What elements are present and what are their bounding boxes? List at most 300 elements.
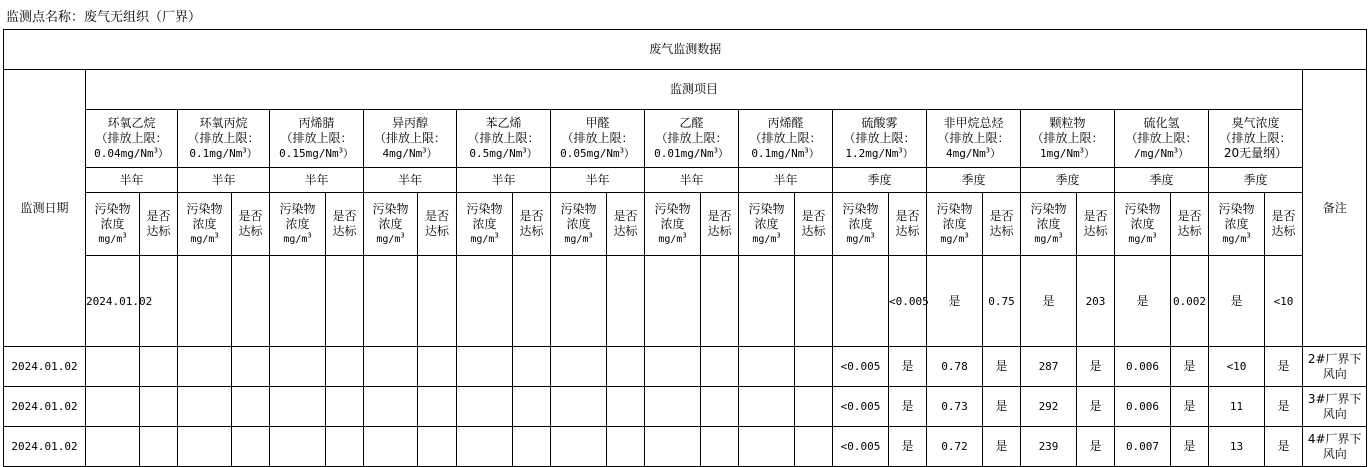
- compliance-subheader: [1171, 193, 1209, 256]
- parameter-header: [1209, 110, 1303, 168]
- compliance-value: 是: [889, 427, 927, 467]
- concentration-subheader: [551, 193, 607, 256]
- concentration-value: <0.005: [889, 256, 927, 347]
- compliance-label: 达标: [895, 224, 920, 238]
- concentration-value: 0.007: [1115, 427, 1171, 467]
- compliance-value: [232, 427, 270, 467]
- unit-superscript: 3: [985, 146, 990, 155]
- emission-limit-value: [457, 146, 550, 161]
- date-column-header: 监测日期: [4, 70, 86, 347]
- concentration-label: 浓度: [192, 216, 217, 231]
- limit-value-text: 0.1mg/Nm: [189, 147, 243, 160]
- compliance-subheader: [701, 193, 739, 256]
- concentration-unit: [1115, 232, 1170, 247]
- concentration-value: [739, 427, 795, 467]
- compliance-label: 是否: [1177, 209, 1202, 223]
- concentration-subheader: [833, 193, 889, 256]
- concentration-value: <0.005: [833, 347, 889, 387]
- concentration-value: [270, 387, 326, 427]
- parameter-header: [833, 110, 927, 168]
- monitoring-frequency: 季度: [1115, 168, 1209, 193]
- concentration-label: 浓度: [1130, 216, 1155, 231]
- limit-value-text: 1.2mg/Nm: [845, 147, 899, 160]
- unit-superscript: 3: [1152, 231, 1157, 240]
- concentration-value: [326, 256, 364, 347]
- parameter-name: 苯乙烯: [485, 116, 522, 130]
- compliance-label: 是否: [895, 209, 920, 223]
- remark-line: 风向: [1322, 446, 1347, 461]
- emission-limit-value: [178, 146, 269, 161]
- unit-superscript: 3: [1058, 231, 1063, 240]
- concentration-value: [86, 347, 140, 387]
- monitoring-frequency: 半年: [270, 168, 364, 193]
- concentration-label: 浓度: [1224, 216, 1249, 231]
- concentration-value: 0.006: [1115, 347, 1171, 387]
- remark-line: 2#厂界下: [1307, 351, 1362, 366]
- compliance-value: 是: [927, 256, 983, 347]
- compliance-subheader: [983, 193, 1021, 256]
- concentration-value: [178, 347, 232, 387]
- limit-value-text: 0.15mg/Nm: [279, 147, 339, 160]
- concentration-label: 污染物: [1218, 201, 1255, 216]
- concentration-value: 0.73: [927, 387, 983, 427]
- emission-limit-label: （排放上限：: [655, 131, 728, 145]
- compliance-label: 是否: [707, 209, 732, 223]
- concentration-label: 污染物: [1030, 201, 1067, 216]
- concentration-unit: [833, 232, 888, 247]
- concentration-value: [178, 387, 232, 427]
- compliance-value: 是: [1265, 427, 1303, 467]
- compliance-label: 是否: [613, 209, 638, 223]
- limit-value-text: 1mg/Nm: [1040, 147, 1080, 160]
- emission-data-table: [3, 29, 1367, 467]
- monitoring-frequency: 半年: [551, 168, 645, 193]
- compliance-value: [607, 387, 645, 427]
- concentration-label: 浓度: [378, 216, 403, 231]
- limit-close-paren: ）: [902, 147, 914, 160]
- limit-value-text: 0.5mg/Nm: [469, 147, 523, 160]
- concentration-label: 污染物: [842, 201, 879, 216]
- limit-close-paren: ）: [426, 147, 438, 160]
- unit-text: mg/m: [940, 233, 965, 245]
- compliance-value: [140, 347, 178, 387]
- compliance-value: 是: [1077, 347, 1115, 387]
- parameter-header: [86, 110, 178, 168]
- emission-limit-label: （排放上限：: [749, 131, 822, 145]
- monitoring-frequency: 季度: [833, 168, 927, 193]
- unit-superscript: 3: [494, 231, 499, 240]
- monitoring-frequency: 半年: [364, 168, 457, 193]
- concentration-value: 239: [1021, 427, 1077, 467]
- emission-limit-value: [364, 146, 456, 161]
- concentration-label: 污染物: [936, 201, 973, 216]
- parameter-name: 颗粒物: [1049, 116, 1086, 130]
- emission-limit-value: [1115, 146, 1208, 161]
- limit-close-paren: ）: [808, 147, 820, 160]
- compliance-value: [551, 256, 607, 347]
- concentration-value: 11: [1209, 387, 1265, 427]
- emission-limit-value: [270, 146, 363, 161]
- compliance-value: 是: [983, 427, 1021, 467]
- concentration-label: 污染物: [94, 201, 131, 216]
- parameter-header: [457, 110, 551, 168]
- remarks-column-header: 备注: [1303, 70, 1367, 347]
- concentration-unit: [86, 232, 139, 247]
- compliance-label: 达标: [238, 224, 263, 238]
- compliance-value: [457, 256, 513, 347]
- unit-text: mg/m: [564, 233, 589, 245]
- concentration-label: 浓度: [1036, 216, 1061, 231]
- compliance-value: [140, 427, 178, 467]
- compliance-subheader: [889, 193, 927, 256]
- limit-value-text: 0.05mg/Nm: [560, 147, 620, 160]
- concentration-value: [551, 387, 607, 427]
- unit-text: mg/m: [470, 233, 495, 245]
- remark-line: 风向: [1322, 366, 1347, 381]
- table-row: [4, 347, 1367, 387]
- parameter-name: 甲醛: [585, 116, 610, 130]
- monitoring-date: 2024.01.02: [86, 256, 140, 347]
- emission-limit-value: [1209, 146, 1302, 161]
- compliance-value: [795, 347, 833, 387]
- concentration-unit: [1209, 232, 1264, 247]
- emission-limit-label: （排放上限：: [937, 131, 1010, 145]
- unit-superscript: 3: [522, 146, 527, 155]
- monitoring-frequency: 季度: [927, 168, 1021, 193]
- unit-text: mg/m: [846, 233, 871, 245]
- remark-line: 4#厂界下: [1307, 431, 1362, 446]
- compliance-label: 达标: [1177, 224, 1202, 238]
- concentration-value: [364, 347, 418, 387]
- compliance-label: 是否: [519, 209, 544, 223]
- compliance-subheader: [513, 193, 551, 256]
- monitoring-site-label: 监测点名称：废气无组织（厂界）: [6, 10, 202, 25]
- monitoring-items-header: 监测项目: [86, 70, 1303, 110]
- compliance-value: [418, 387, 457, 427]
- concentration-value: [86, 387, 140, 427]
- monitoring-frequency: 半年: [739, 168, 833, 193]
- concentration-value: [607, 256, 645, 347]
- concentration-label: 浓度: [100, 216, 125, 231]
- concentration-value: 287: [1021, 347, 1077, 387]
- compliance-label: 达标: [424, 224, 449, 238]
- unit-superscript: 3: [422, 146, 427, 155]
- compliance-value: [364, 256, 418, 347]
- limit-value-text: /mg/Nm: [1134, 147, 1174, 160]
- concentration-label: 污染物: [654, 201, 691, 216]
- unit-superscript: 3: [153, 146, 158, 155]
- concentration-value: [418, 256, 457, 347]
- compliance-value: 是: [1171, 387, 1209, 427]
- emission-limit-value: [927, 146, 1020, 161]
- emission-limit-label: （排放上限：: [187, 131, 260, 145]
- concentration-subheader: [645, 193, 701, 256]
- concentration-unit: [551, 232, 606, 247]
- emission-limit-label: （排放上限：: [1219, 131, 1292, 145]
- limit-value-text: 0.1mg/Nm: [751, 147, 805, 160]
- concentration-subheader: [1021, 193, 1077, 256]
- concentration-value: [270, 347, 326, 387]
- remark-cell: [1303, 387, 1367, 427]
- emission-limit-value: [86, 146, 177, 161]
- compliance-label: 达标: [1083, 224, 1108, 238]
- unit-text: mg/m: [376, 233, 401, 245]
- limit-close-paren: ）: [157, 147, 169, 160]
- concentration-label: 污染物: [186, 201, 223, 216]
- concentration-label: 污染物: [1124, 201, 1161, 216]
- concentration-unit: [927, 232, 982, 247]
- unit-superscript: 3: [776, 231, 781, 240]
- concentration-subheader: [927, 193, 983, 256]
- emission-limit-label: （排放上限：: [1031, 131, 1104, 145]
- emission-limit-label: （排放上限：: [280, 131, 353, 145]
- compliance-value: 是: [983, 387, 1021, 427]
- concentration-value: 0.72: [927, 427, 983, 467]
- parameter-name: 非甲烷总烃: [943, 116, 1004, 130]
- concentration-subheader: [457, 193, 513, 256]
- concentration-label: 污染物: [279, 201, 316, 216]
- parameter-name: 臭气浓度: [1231, 116, 1280, 130]
- emission-limit-value: [645, 146, 738, 161]
- table-row: [4, 387, 1367, 427]
- compliance-value: 是: [1021, 256, 1077, 347]
- limit-close-paren: ）: [1083, 147, 1095, 160]
- concentration-label: 浓度: [285, 216, 310, 231]
- concentration-value: [457, 387, 513, 427]
- compliance-value: [513, 387, 551, 427]
- monitoring-frequency: 半年: [178, 168, 270, 193]
- concentration-label: 污染物: [560, 201, 597, 216]
- concentration-unit: [1021, 232, 1076, 247]
- concentration-value: [513, 256, 551, 347]
- parameter-header: [178, 110, 270, 168]
- concentration-value: 0.78: [927, 347, 983, 387]
- concentration-value: <0.005: [833, 427, 889, 467]
- limit-close-paren: ）: [1177, 147, 1189, 160]
- unit-text: mg/m: [283, 233, 308, 245]
- parameter-header: [551, 110, 645, 168]
- emission-limit-label: （排放上限：: [373, 131, 446, 145]
- unit-text: mg/m: [190, 233, 215, 245]
- parameter-name: 硫化氢: [1143, 116, 1180, 130]
- concentration-subheader: [1115, 193, 1171, 256]
- remark-line: 3#厂界下: [1307, 391, 1362, 406]
- compliance-subheader: [140, 193, 178, 256]
- remark-line: 风向: [1322, 406, 1347, 421]
- concentration-value: [645, 347, 701, 387]
- unit-superscript: 3: [1079, 146, 1084, 155]
- concentration-label: 浓度: [754, 216, 779, 231]
- compliance-value: 是: [983, 347, 1021, 387]
- concentration-value: <0.005: [833, 387, 889, 427]
- table-row: [4, 427, 1367, 467]
- unit-superscript: 3: [1173, 146, 1178, 155]
- compliance-value: [701, 427, 739, 467]
- parameter-name: 硫酸雾: [861, 116, 898, 130]
- parameter-header: [739, 110, 833, 168]
- concentration-label: 浓度: [566, 216, 591, 231]
- concentration-value: [178, 427, 232, 467]
- table-row: [4, 256, 1367, 347]
- unit-superscript: 3: [588, 231, 593, 240]
- parameter-header: [364, 110, 457, 168]
- concentration-value: [645, 427, 701, 467]
- concentration-value: <10: [1209, 347, 1265, 387]
- concentration-subheader: [739, 193, 795, 256]
- remark-cell: [1303, 427, 1367, 467]
- compliance-value: [418, 427, 457, 467]
- limit-value-text: 4mg/Nm: [946, 147, 986, 160]
- compliance-label: 是否: [146, 209, 171, 223]
- compliance-subheader: [326, 193, 364, 256]
- unit-text: mg/m: [1034, 233, 1059, 245]
- compliance-value: [607, 427, 645, 467]
- concentration-subheader: [364, 193, 418, 256]
- limit-value-text: 0.04mg/Nm: [94, 147, 154, 160]
- concentration-label: 污染物: [466, 201, 503, 216]
- emission-limit-label: （排放上限：: [95, 131, 168, 145]
- compliance-value: [513, 347, 551, 387]
- compliance-label: 达标: [613, 224, 638, 238]
- unit-superscript: 3: [338, 146, 343, 155]
- unit-superscript: 3: [713, 146, 718, 155]
- compliance-value: 是: [1265, 347, 1303, 387]
- concentration-value: [364, 387, 418, 427]
- emission-limit-label: （排放上限：: [1125, 131, 1198, 145]
- compliance-value: [701, 347, 739, 387]
- concentration-value: [551, 347, 607, 387]
- compliance-label: 是否: [1083, 209, 1108, 223]
- emission-limit-label: （排放上限：: [561, 131, 634, 145]
- compliance-subheader: [607, 193, 645, 256]
- concentration-value: <10: [1265, 256, 1303, 347]
- unit-superscript: 3: [964, 231, 969, 240]
- parameter-name: 丙烯腈: [298, 116, 335, 130]
- unit-text: mg/m: [1128, 233, 1153, 245]
- monitoring-frequency: 季度: [1021, 168, 1115, 193]
- emission-limit-value: [551, 146, 644, 161]
- concentration-value: [795, 256, 833, 347]
- emission-limit-value: [739, 146, 832, 161]
- concentration-value: [270, 427, 326, 467]
- compliance-label: 是否: [332, 209, 357, 223]
- compliance-value: [140, 387, 178, 427]
- concentration-value: [739, 347, 795, 387]
- compliance-label: 达标: [989, 224, 1014, 238]
- compliance-label: 达标: [707, 224, 732, 238]
- parameter-header: [270, 110, 364, 168]
- concentration-value: [457, 347, 513, 387]
- concentration-unit: [457, 232, 512, 247]
- monitoring-date: 2024.01.02: [4, 387, 86, 427]
- unit-superscript: 3: [307, 231, 312, 240]
- compliance-value: [701, 387, 739, 427]
- unit-text: mg/m: [752, 233, 777, 245]
- compliance-label: 达标: [1271, 224, 1296, 238]
- concentration-value: 203: [1077, 256, 1115, 347]
- concentration-value: 292: [1021, 387, 1077, 427]
- concentration-unit: [178, 232, 231, 247]
- compliance-label: 是否: [1271, 209, 1296, 223]
- compliance-value: [513, 427, 551, 467]
- unit-superscript: 3: [214, 231, 219, 240]
- compliance-label: 是否: [801, 209, 826, 223]
- unit-superscript: 3: [682, 231, 687, 240]
- parameter-name: 环氧乙烷: [107, 116, 156, 130]
- concentration-subheader: [1209, 193, 1265, 256]
- monitoring-frequency: 半年: [86, 168, 178, 193]
- compliance-label: 达标: [332, 224, 357, 238]
- compliance-label: 是否: [424, 209, 449, 223]
- concentration-value: 0.75: [983, 256, 1021, 347]
- concentration-unit: [270, 232, 325, 247]
- limit-close-paren: ）: [246, 147, 258, 160]
- emission-limit-value: [833, 146, 926, 161]
- compliance-value: [326, 347, 364, 387]
- compliance-value: [833, 256, 889, 347]
- compliance-value: [645, 256, 701, 347]
- compliance-value: 是: [1171, 347, 1209, 387]
- compliance-value: [795, 427, 833, 467]
- parameter-header: [927, 110, 1021, 168]
- unit-superscript: 3: [619, 146, 624, 155]
- compliance-value: 是: [1265, 387, 1303, 427]
- parameter-name: 异丙醇: [391, 116, 428, 130]
- compliance-value: [795, 387, 833, 427]
- concentration-label: 浓度: [848, 216, 873, 231]
- compliance-value: [270, 256, 326, 347]
- remark-cell: [1303, 347, 1367, 387]
- concentration-label: 污染物: [748, 201, 785, 216]
- compliance-value: [418, 347, 457, 387]
- unit-text: mg/m: [658, 233, 683, 245]
- limit-value-text: 0.01mg/Nm: [654, 147, 714, 160]
- compliance-label: 是否: [238, 209, 263, 223]
- limit-close-paren: ）: [342, 147, 354, 160]
- concentration-value: [457, 427, 513, 467]
- concentration-subheader: [178, 193, 232, 256]
- concentration-unit: [364, 232, 417, 247]
- concentration-value: [701, 256, 739, 347]
- unit-text: mg/m: [1222, 233, 1247, 245]
- compliance-subheader: [418, 193, 457, 256]
- emission-limit-label: （排放上限：: [843, 131, 916, 145]
- compliance-value: 是: [1077, 427, 1115, 467]
- concentration-value: [645, 387, 701, 427]
- compliance-value: [326, 387, 364, 427]
- parameter-name: 环氧丙烷: [199, 116, 248, 130]
- unit-superscript: 3: [898, 146, 903, 155]
- concentration-value: [86, 427, 140, 467]
- compliance-value: 是: [889, 347, 927, 387]
- unit-superscript: 3: [242, 146, 247, 155]
- compliance-value: 是: [1209, 256, 1265, 347]
- concentration-label: 浓度: [660, 216, 685, 231]
- compliance-label: 是否: [989, 209, 1014, 223]
- limit-value-text: 4mg/Nm: [382, 147, 423, 160]
- concentration-subheader: [86, 193, 140, 256]
- limit-close-paren: ）: [623, 147, 635, 160]
- concentration-value: [739, 387, 795, 427]
- concentration-value: [364, 427, 418, 467]
- limit-close-paren: ）: [717, 147, 729, 160]
- limit-close-paren: ）: [989, 147, 1001, 160]
- parameter-header: [1115, 110, 1209, 168]
- compliance-value: 是: [1171, 427, 1209, 467]
- compliance-value: [326, 427, 364, 467]
- compliance-label: 达标: [519, 224, 544, 238]
- compliance-value: [232, 387, 270, 427]
